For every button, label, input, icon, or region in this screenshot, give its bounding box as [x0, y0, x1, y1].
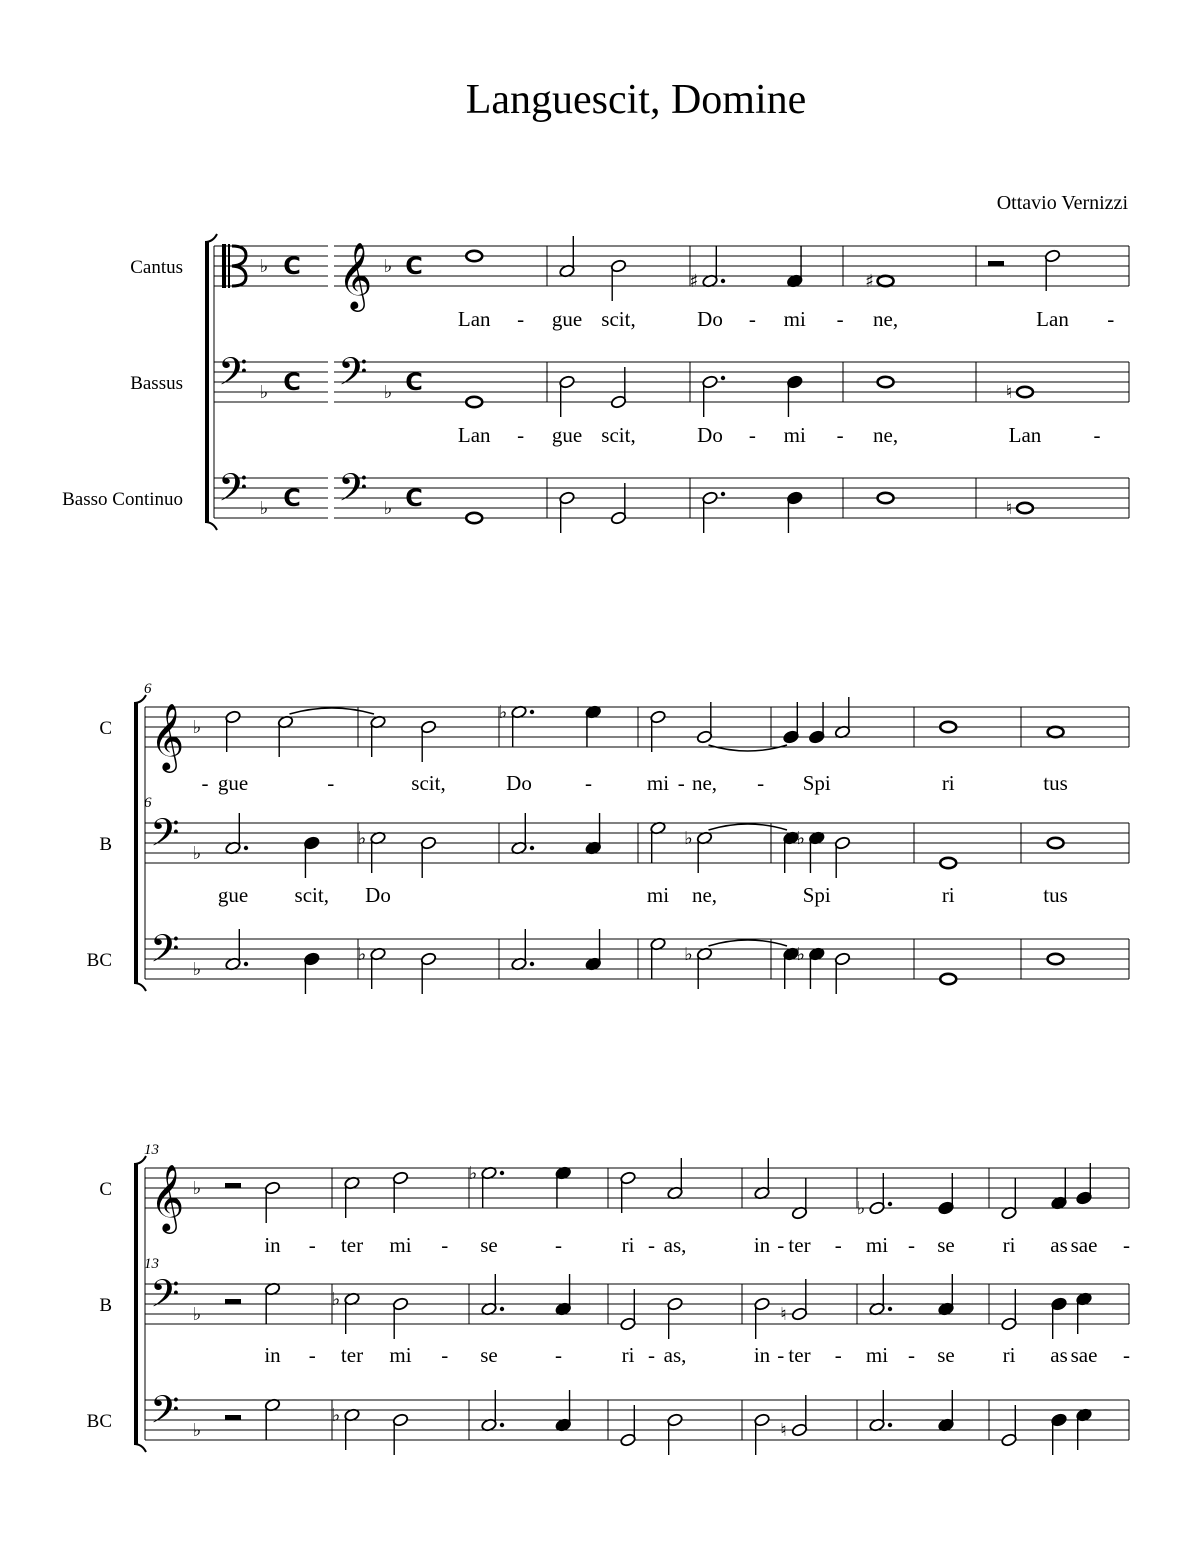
whole-note: [940, 722, 956, 732]
flat-accidental-icon: ♭: [684, 828, 693, 849]
flat-accidental-icon: ♭: [856, 1198, 866, 1219]
whole-note: [940, 858, 956, 868]
natural-accidental-icon: ♮: [780, 1420, 787, 1441]
whole-note: [940, 974, 956, 984]
flat-accidental-icon: ♭: [357, 828, 367, 849]
system-bracket: [134, 703, 138, 983]
augmentation-dot: [530, 962, 534, 966]
lyric-syllable: in: [753, 1343, 771, 1367]
lyric-syllable: se: [480, 1233, 498, 1257]
system-bracket: [205, 522, 217, 530]
treble-clef-icon: 𝄞: [338, 241, 373, 309]
key-signature-flat-icon: ♭: [259, 498, 269, 519]
augmentation-dot: [888, 1423, 892, 1427]
treble-clef-icon: 𝄞: [150, 1163, 185, 1231]
lyric-hyphen: -: [441, 1343, 449, 1367]
instrument-label: BC: [86, 1411, 112, 1432]
lyric-hyphen: -: [834, 1343, 842, 1367]
system-bracket: [134, 983, 146, 991]
tie: [709, 940, 788, 946]
lyrics-line: [458, 423, 1101, 447]
c-clef-icon: [222, 244, 226, 288]
measure-number: 13: [144, 1256, 159, 1272]
score-systems: [62, 234, 1130, 1455]
staff-bassus: [99, 810, 1129, 907]
lyrics-line: [202, 771, 1068, 795]
whole-note: [1017, 503, 1033, 513]
key-signature-flat-icon: ♭: [192, 1178, 202, 1199]
instrument-label: C: [99, 718, 112, 739]
lyric-syllable: Spi: [802, 771, 831, 795]
lyric-hyphen: -: [441, 1233, 449, 1257]
instrument-label: B: [99, 1295, 112, 1316]
system-bracket: [134, 1444, 146, 1452]
lyric-syllable: gue: [551, 307, 583, 331]
lyric-hyphen: -: [648, 1233, 655, 1257]
whole-note: [466, 513, 482, 523]
lyric-syllable: ri: [941, 771, 955, 795]
lyric-hyphen: -: [201, 771, 209, 795]
bass-clef-icon: 𝄢: [150, 1271, 180, 1325]
lyric-syllable: gue: [217, 771, 249, 795]
lyric-syllable: ter: [340, 1233, 364, 1257]
lyric-hyphen: -: [777, 1233, 785, 1257]
time-signature: C: [405, 252, 423, 280]
instrument-label: Cantus: [130, 257, 183, 278]
half-rest: [988, 261, 1004, 266]
augmentation-dot: [244, 846, 248, 850]
augmentation-dot: [530, 846, 534, 850]
score-system: [62, 234, 1129, 533]
bass-clef-icon: 𝄢: [338, 349, 368, 403]
lyric-syllable: mi: [389, 1343, 412, 1367]
staff-bc: [87, 1387, 1129, 1455]
augmentation-dot: [721, 492, 725, 496]
composer-name: Ottavio Vernizzi: [996, 192, 1128, 214]
staff-cantus: [130, 236, 1129, 331]
key-signature-flat-icon: ♭: [192, 1304, 202, 1325]
lyric-syllable: gue: [217, 883, 249, 907]
instrument-label: BC: [86, 950, 112, 971]
augmentation-dot: [530, 710, 534, 714]
augmentation-dot: [500, 1423, 504, 1427]
lyric-hyphen: -: [748, 423, 756, 447]
lyric-hyphen: -: [585, 771, 592, 795]
lyric-syllable: ter: [788, 1233, 811, 1257]
flat-accidental-icon: ♭: [468, 1163, 478, 1184]
piece-title: Languescit, Domine: [465, 77, 807, 123]
sharp-accidental-icon: ♯: [865, 271, 874, 292]
whole-note: [878, 276, 894, 286]
staff-bassus: [130, 349, 1129, 447]
lyrics-line: [264, 1343, 1130, 1367]
lyric-syllable: Do: [697, 307, 723, 331]
staff-bc: [62, 465, 1129, 533]
lyric-syllable: ri: [1002, 1233, 1016, 1257]
flat-accidental-icon: ♭: [796, 828, 805, 849]
lyric-syllable: Do: [697, 423, 723, 447]
lyric-syllable: Lan: [1008, 423, 1042, 447]
c-clef-icon: [228, 244, 230, 288]
lyric-syllable: ne,: [873, 423, 899, 447]
whole-note: [1017, 387, 1033, 397]
staff-bassus: [99, 1271, 1130, 1367]
whole-note: [1048, 954, 1064, 964]
lyric-hyphen: -: [1123, 1233, 1130, 1257]
lyric-syllable: Do: [365, 883, 391, 907]
lyric-syllable: tus: [1043, 883, 1068, 907]
instrument-label: B: [99, 834, 112, 855]
instrument-label: Bassus: [130, 373, 183, 394]
measure-number: 6: [144, 795, 152, 811]
lyric-syllable: scit,: [601, 307, 636, 331]
lyric-syllable: in: [264, 1343, 281, 1367]
whole-note: [466, 397, 482, 407]
bass-clef-icon: 𝄢: [218, 349, 248, 403]
lyric-syllable: ri: [1002, 1343, 1016, 1367]
whole-note: [878, 493, 894, 503]
flat-accidental-icon: ♭: [331, 1289, 341, 1310]
lyric-syllable: sae: [1070, 1233, 1098, 1257]
lyric-hyphen: -: [748, 307, 756, 331]
flat-accidental-icon: ♭: [331, 1405, 341, 1426]
lyric-syllable: Do: [506, 771, 532, 795]
lyric-syllable: gue: [551, 423, 583, 447]
staff-bc: [87, 926, 1129, 994]
time-signature: C: [405, 484, 423, 512]
bass-clef-icon: 𝄢: [218, 465, 248, 519]
lyrics-line: [218, 883, 1068, 907]
lyric-syllable: mi: [783, 423, 806, 447]
augmentation-dot: [888, 1202, 892, 1206]
lyric-syllable: ri: [621, 1233, 635, 1257]
measure-number: 6: [144, 681, 152, 697]
lyric-hyphen: -: [1093, 423, 1101, 447]
natural-accidental-icon: ♮: [1005, 498, 1013, 519]
lyric-hyphen: -: [327, 771, 335, 795]
lyric-syllable: sae: [1070, 1343, 1098, 1367]
flat-accidental-icon: ♭: [684, 944, 693, 965]
lyric-syllable: se: [937, 1343, 955, 1367]
lyric-syllable: ne,: [873, 307, 899, 331]
sharp-accidental-icon: ♯: [689, 271, 699, 292]
time-signature: C: [283, 484, 301, 512]
half-rest: [225, 1415, 241, 1420]
lyric-hyphen: -: [555, 1343, 562, 1367]
natural-accidental-icon: ♮: [1005, 382, 1013, 403]
lyric-syllable: mi: [646, 771, 670, 795]
lyric-hyphen: -: [308, 1233, 316, 1257]
instrument-label: C: [99, 1179, 112, 1200]
lyric-hyphen: -: [555, 1233, 562, 1257]
lyric-syllable: as,: [663, 1343, 687, 1367]
augmentation-dot: [888, 1307, 892, 1311]
key-signature-flat-icon: ♭: [383, 498, 393, 519]
system-bracket: [134, 1164, 138, 1444]
bass-clef-icon: 𝄢: [150, 810, 180, 864]
half-rest: [225, 1299, 241, 1304]
lyric-syllable: mi: [865, 1233, 889, 1257]
natural-accidental-icon: ♮: [780, 1304, 787, 1325]
lyric-syllable: ne,: [691, 771, 718, 795]
key-signature-flat-icon: ♭: [192, 717, 202, 738]
flat-accidental-icon: ♭: [796, 944, 805, 965]
lyric-hyphen: -: [517, 423, 525, 447]
augmentation-dot: [244, 962, 248, 966]
whole-note: [1048, 838, 1064, 848]
lyric-syllable: mi: [865, 1343, 889, 1367]
lyric-syllable: Lan: [1036, 307, 1069, 331]
lyric-hyphen: -: [517, 307, 525, 331]
key-signature-flat-icon: ♭: [192, 843, 202, 864]
lyric-hyphen: -: [836, 423, 844, 447]
key-signature-flat-icon: ♭: [259, 256, 269, 277]
score-system: [87, 681, 1129, 994]
time-signature: C: [283, 368, 301, 396]
lyric-syllable: as,: [663, 1233, 687, 1257]
lyric-hyphen: -: [908, 1343, 915, 1367]
tie: [709, 824, 788, 830]
lyric-syllable: Lan: [457, 423, 491, 447]
lyric-syllable: ter: [340, 1343, 364, 1367]
key-signature-flat-icon: ♭: [383, 382, 393, 403]
flat-accidental-icon: ♭: [357, 944, 367, 965]
instrument-label: Basso Continuo: [62, 489, 183, 510]
key-signature-flat-icon: ♭: [192, 1420, 202, 1441]
lyric-syllable: tus: [1043, 771, 1068, 795]
lyric-hyphen: -: [757, 771, 765, 795]
lyric-hyphen: -: [1123, 1343, 1130, 1367]
lyric-syllable: mi: [646, 883, 670, 907]
lyric-syllable: ri: [621, 1343, 635, 1367]
key-signature-flat-icon: ♭: [259, 382, 269, 403]
lyric-syllable: as: [1050, 1233, 1068, 1257]
lyric-hyphen: -: [834, 1233, 842, 1257]
lyric-syllable: scit,: [411, 771, 446, 795]
lyric-hyphen: -: [836, 307, 844, 331]
augmentation-dot: [500, 1307, 504, 1311]
key-signature-flat-icon: ♭: [383, 256, 393, 277]
measure-number: 13: [144, 1142, 159, 1158]
lyric-syllable: in: [753, 1233, 771, 1257]
staff-cantus: [99, 1158, 1130, 1257]
bass-clef-icon: 𝄢: [150, 926, 180, 980]
lyric-syllable: scit,: [601, 423, 636, 447]
whole-note: [1048, 727, 1064, 737]
lyric-syllable: Lan: [457, 307, 491, 331]
bass-clef-icon: 𝄢: [150, 1387, 180, 1441]
lyric-syllable: se: [937, 1233, 955, 1257]
lyric-syllable: in: [264, 1233, 281, 1257]
half-rest: [225, 1183, 241, 1188]
augmentation-dot: [721, 376, 725, 380]
lyric-syllable: ne,: [691, 883, 718, 907]
lyric-hyphen: -: [777, 1343, 785, 1367]
treble-clef-icon: 𝄞: [150, 702, 185, 770]
lyric-hyphen: -: [908, 1233, 915, 1257]
whole-note: [466, 251, 482, 261]
lyric-syllable: ter: [788, 1343, 811, 1367]
lyric-syllable: scit,: [294, 883, 329, 907]
augmentation-dot: [500, 1171, 504, 1175]
system-bracket: [205, 242, 209, 522]
lyrics-line: [264, 1233, 1130, 1257]
lyric-hyphen: -: [648, 1343, 655, 1367]
bass-clef-icon: 𝄢: [338, 465, 368, 519]
lyric-syllable: Spi: [802, 883, 831, 907]
whole-note: [878, 377, 894, 387]
tie: [290, 708, 375, 714]
staff-cantus: [99, 697, 1129, 795]
lyric-hyphen: -: [677, 771, 685, 795]
lyric-syllable: ri: [941, 883, 955, 907]
key-signature-flat-icon: ♭: [192, 959, 202, 980]
lyric-syllable: as: [1050, 1343, 1068, 1367]
flat-accidental-icon: ♭: [498, 702, 508, 723]
lyric-hyphen: -: [1107, 307, 1115, 331]
time-signature: C: [405, 368, 423, 396]
score-system: [87, 1142, 1130, 1455]
time-signature: C: [283, 252, 301, 280]
lyric-syllable: mi: [389, 1233, 412, 1257]
augmentation-dot: [721, 279, 725, 283]
lyric-hyphen: -: [308, 1343, 316, 1367]
system-bracket: [205, 234, 217, 242]
lyric-syllable: se: [480, 1343, 498, 1367]
lyrics-line: [458, 307, 1114, 331]
lyric-syllable: mi: [783, 307, 806, 331]
tie: [709, 745, 788, 751]
